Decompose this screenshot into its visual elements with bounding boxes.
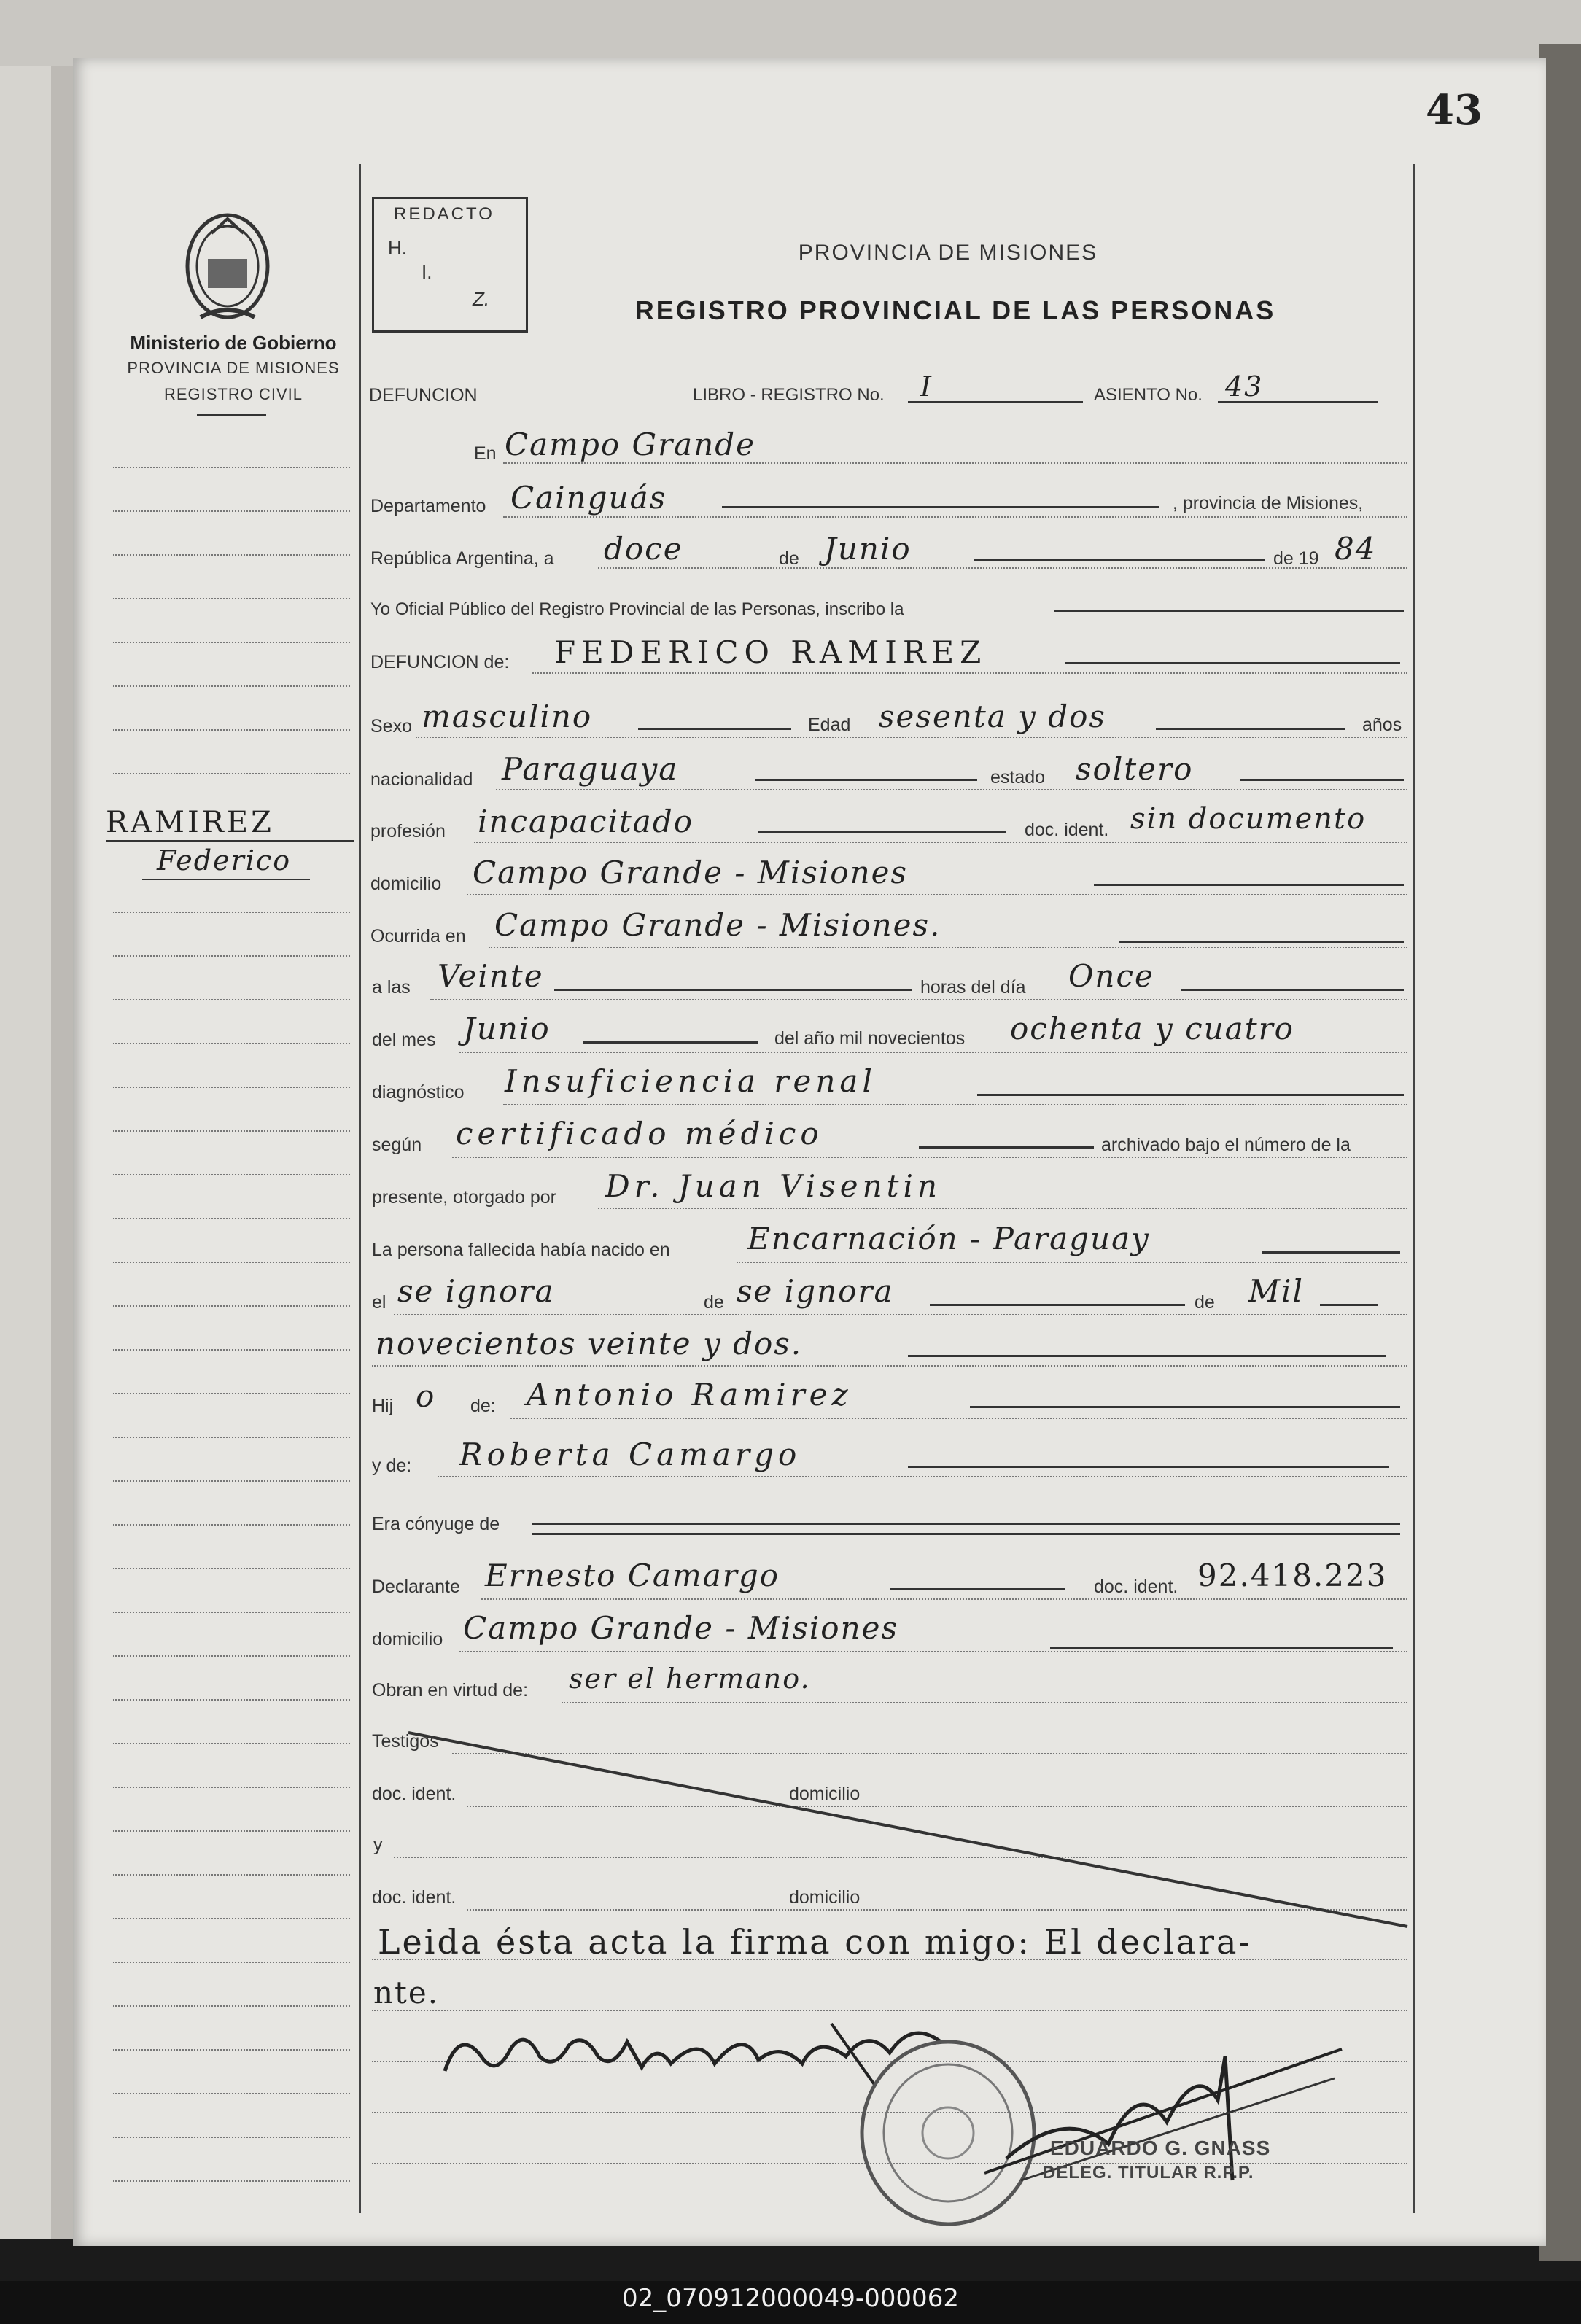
sexo-line xyxy=(416,737,1407,738)
nacionalidad-line xyxy=(496,789,1407,790)
title-registry: REGISTRO PROVINCIAL DE LAS PERSONAS xyxy=(634,295,1276,325)
margin-line-item xyxy=(113,598,350,599)
obran-value: ser el hermano. xyxy=(569,1663,811,1695)
anio-nac-line xyxy=(372,1365,1407,1367)
official-title: DELEG. TITULAR R.P.P. xyxy=(1043,2163,1254,2183)
de-label: de xyxy=(779,548,799,569)
y-label: y xyxy=(373,1835,383,1855)
dia-value: doce xyxy=(604,531,683,567)
nacido-rule xyxy=(1262,1251,1400,1254)
margin-line-item xyxy=(113,729,350,731)
margin-line-item xyxy=(113,1655,350,1657)
de2-rule xyxy=(930,1304,1185,1306)
hijo-suffix: o xyxy=(416,1378,436,1414)
conyuge-rule xyxy=(532,1523,1400,1525)
domicilio-rule xyxy=(1094,884,1404,886)
domicilio3-label: domicilio xyxy=(789,1784,861,1804)
horas-value: Once xyxy=(1068,958,1154,994)
margin-line-item xyxy=(113,1480,350,1482)
docident-label-2: doc. ident. xyxy=(372,1887,457,1908)
margin-line-item xyxy=(113,1130,350,1132)
margin-line-item xyxy=(113,1787,350,1788)
margin-line-item xyxy=(113,1174,350,1175)
act-type: DEFUNCION xyxy=(369,385,478,405)
profesion-rule xyxy=(758,831,1006,833)
libro-value: I xyxy=(920,370,933,403)
padre-value: Antonio Ramirez xyxy=(527,1377,852,1412)
divider xyxy=(197,414,266,416)
previous-page-edge xyxy=(0,66,51,2239)
margin-line-item xyxy=(113,1874,350,1876)
asiento-label: ASIENTO No. xyxy=(1094,385,1203,405)
margin-name-rule-2 xyxy=(142,879,310,880)
asiento-line xyxy=(1218,401,1378,403)
sexo-label: Sexo xyxy=(370,716,412,737)
margin-line-item xyxy=(113,685,350,687)
anio-nac-value: novecientos veinte y dos. xyxy=(376,1326,803,1361)
doc-ident-value: sin documento xyxy=(1130,802,1367,836)
margin-line-item xyxy=(113,955,350,957)
segun-line xyxy=(452,1157,1407,1158)
horas-label: horas del día xyxy=(920,977,1026,998)
ocurrida-rule xyxy=(1119,941,1404,943)
en-value: Campo Grande xyxy=(505,427,755,462)
margin-line-item xyxy=(113,999,350,1000)
margin-line-item xyxy=(113,1087,350,1088)
crossout-line xyxy=(408,1728,1415,1932)
ocurrida-line xyxy=(489,947,1407,948)
ministry-province: PROVINCIA DE MISIONES xyxy=(127,359,340,377)
departamento-value: Cainguás xyxy=(510,480,667,516)
de19-label: de 19 xyxy=(1273,548,1319,569)
nacionalidad-rule xyxy=(755,779,977,781)
madre-rule xyxy=(908,1466,1389,1468)
yde-label: y de: xyxy=(372,1456,412,1476)
margin-line-item xyxy=(113,1962,350,1963)
margin-line-item xyxy=(113,1699,350,1701)
segun-rule xyxy=(919,1146,1094,1149)
title-province: PROVINCIA DE MISIONES xyxy=(798,241,1098,265)
anio-mil-value: ochenta y cuatro xyxy=(1010,1011,1294,1046)
margin-line-item xyxy=(113,1043,350,1044)
alas-value: Veinte xyxy=(438,958,544,994)
sexo-value: masculino xyxy=(422,699,593,734)
madre-value: Roberta Camargo xyxy=(459,1437,801,1472)
delmes-value: Junio xyxy=(463,1011,551,1046)
declarante-doc-label: doc. ident. xyxy=(1094,1577,1178,1597)
profesion-value: incapacitado xyxy=(478,804,694,839)
margin-line-item xyxy=(113,1524,350,1526)
hijo-label: Hij xyxy=(372,1396,394,1416)
de3-label: de xyxy=(1195,1292,1215,1313)
domicilio2-value: Campo Grande - Misiones xyxy=(463,1610,899,1646)
margin-line-item xyxy=(113,554,350,556)
nacionalidad-label: nacionalidad xyxy=(370,769,473,790)
republica-line xyxy=(598,567,1407,569)
presente-line xyxy=(598,1208,1407,1209)
oficial-rule xyxy=(1054,610,1404,612)
delmes-rule xyxy=(583,1041,758,1044)
margin-line-item xyxy=(113,1568,350,1569)
declarante-label: Declarante xyxy=(372,1577,460,1597)
declarante-doc-value: 92.418.223 xyxy=(1197,1558,1388,1593)
domicilio2-rule xyxy=(1050,1647,1393,1649)
ocurrida-label: Ocurrida en xyxy=(370,926,466,947)
madre-line xyxy=(438,1476,1407,1477)
provincia-suffix: , provincia de Misiones, xyxy=(1173,493,1364,513)
closing-line-rule xyxy=(372,1959,1407,1960)
testigos-label: Testigos xyxy=(372,1731,439,1752)
margin-line-item xyxy=(113,2093,350,2094)
domicilio2-line xyxy=(459,1651,1407,1652)
closing-line-1: Leida ésta acta la firma con migo: El declara- xyxy=(378,1922,1252,1962)
diagnostico-label: diagnóstico xyxy=(372,1082,465,1103)
republica-rule xyxy=(974,559,1265,561)
nacido-value: Encarnación - Paraguay xyxy=(747,1221,1150,1256)
official-name: EDUARDO G. GNASS xyxy=(1050,2137,1271,2159)
libro-label: LIBRO - REGISTRO No. xyxy=(693,385,885,405)
en-line xyxy=(503,462,1407,464)
defuncion-de-label: DEFUNCION de: xyxy=(370,652,510,672)
margin-given-name: Federico xyxy=(157,844,292,877)
el-value: se ignora xyxy=(397,1273,555,1309)
diagnostico-rule xyxy=(977,1094,1404,1096)
closing-line-rule xyxy=(372,2010,1407,2011)
ministry-name: Ministerio de Gobierno xyxy=(130,332,337,354)
estado-rule xyxy=(1240,779,1404,781)
anio-nac-rule xyxy=(908,1355,1386,1357)
anio-value: 84 xyxy=(1335,531,1377,567)
el-line xyxy=(394,1314,1407,1315)
edad-label: Edad xyxy=(808,715,851,735)
diagnostico-line xyxy=(503,1104,1407,1105)
closing-line-2: nte. xyxy=(373,1975,440,2010)
de2-label: de xyxy=(704,1292,724,1313)
doc-ident-label: doc. ident. xyxy=(1025,820,1109,840)
margin-line-item xyxy=(113,1349,350,1351)
anio-mil-label: del año mil novecientos xyxy=(774,1028,966,1049)
edad-value: sesenta y dos xyxy=(879,699,1106,734)
padre-rule xyxy=(970,1406,1400,1408)
domicilio-label: domicilio xyxy=(370,874,442,894)
en-label: En xyxy=(474,443,497,464)
docident-label-1: doc. ident. xyxy=(372,1784,457,1804)
nacido-label: La persona fallecida había nacido en xyxy=(372,1240,670,1260)
ministry-registry: REGISTRO CIVIL xyxy=(163,385,303,403)
alas-label: a las xyxy=(372,977,411,998)
diagnostico-value: Insuficiencia renal xyxy=(505,1063,877,1099)
margin-line-item xyxy=(113,467,350,468)
margin-line xyxy=(359,164,361,2213)
margin-line-item xyxy=(113,1918,350,1919)
domicilio4-label: domicilio xyxy=(789,1887,861,1908)
defuncion-line xyxy=(532,672,1407,674)
defuncion-de-value: FEDERICO RAMIREZ xyxy=(554,634,987,670)
padre-line xyxy=(510,1418,1407,1419)
footer-image-id: 02_070912000049-000062 xyxy=(622,2284,959,2313)
segun-value: certificado médico xyxy=(456,1116,823,1151)
ocurrida-value: Campo Grande - Misiones. xyxy=(494,907,941,943)
margin-surname: RAMIREZ xyxy=(106,806,274,839)
edad-rule xyxy=(1156,728,1345,730)
el-label: el xyxy=(372,1292,386,1313)
delmes-line xyxy=(459,1052,1407,1053)
segun-label: según xyxy=(372,1135,422,1155)
defuncion-rule xyxy=(1065,662,1400,664)
sexo-rule xyxy=(638,728,791,730)
redacto-initial-1: H. xyxy=(388,237,407,259)
alas-rule xyxy=(554,989,912,991)
libro-line xyxy=(908,401,1083,403)
domicilio-value: Campo Grande - Misiones xyxy=(473,855,909,890)
conyuge-label: Era cónyuge de xyxy=(372,1514,500,1534)
mes-value: Junio xyxy=(824,531,912,567)
margin-line-item xyxy=(113,1612,350,1613)
estado-label: estado xyxy=(990,767,1046,788)
obran-label: Obran en virtud de: xyxy=(372,1680,529,1701)
margin-line-item xyxy=(113,2005,350,2007)
declarante-line xyxy=(481,1598,1407,1600)
conyuge-rule-2 xyxy=(532,1533,1400,1535)
de3-value: Mil xyxy=(1248,1273,1304,1309)
nacionalidad-value: Paraguaya xyxy=(502,751,679,787)
departamento-line xyxy=(503,516,1407,518)
margin-line-item xyxy=(113,1262,350,1263)
estado-value: soltero xyxy=(1076,751,1194,787)
margin-line-item xyxy=(113,642,350,643)
republica-label: República Argentina, a xyxy=(370,548,554,569)
de2-value: se ignora xyxy=(737,1273,894,1309)
profesion-label: profesión xyxy=(370,821,446,842)
margin-line-item xyxy=(113,1305,350,1307)
margin-name-rule xyxy=(106,840,354,842)
margin-line-item xyxy=(113,1218,350,1219)
alas-line xyxy=(430,999,1407,1000)
margin-line-item xyxy=(113,510,350,512)
margin-line-item xyxy=(113,1830,350,1832)
declarante-value: Ernesto Camargo xyxy=(485,1558,780,1593)
margin-line-item xyxy=(113,1393,350,1394)
margin-line-item xyxy=(113,2049,350,2051)
domicilio2-label: domicilio xyxy=(372,1629,443,1649)
delmes-label: del mes xyxy=(372,1030,436,1050)
de3-rule xyxy=(1320,1304,1378,1306)
archivado-label: archivado bajo el número de la xyxy=(1101,1135,1351,1155)
anios-label: años xyxy=(1362,715,1402,735)
profesion-line xyxy=(474,842,1407,843)
oficial-text: Yo Oficial Público del Registro Provincial de las Personas, inscribo la xyxy=(370,599,904,619)
page-number: 43 xyxy=(1426,86,1483,134)
asiento-value: 43 xyxy=(1225,370,1264,403)
presente-label: presente, otorgado por xyxy=(372,1187,556,1208)
redacto-initial-2: I. xyxy=(422,261,432,283)
obran-line xyxy=(562,1702,1407,1703)
redacto-label: REDACTO xyxy=(394,204,494,224)
margin-line-item xyxy=(113,2180,350,2182)
horas-rule xyxy=(1181,989,1404,991)
nacido-line xyxy=(737,1262,1407,1263)
margin-line-item xyxy=(113,773,350,774)
departamento-rule xyxy=(722,506,1159,508)
presente-value: Dr. Juan Visentin xyxy=(605,1168,942,1204)
redacto-initial-3: Z. xyxy=(473,288,490,310)
margin-line-item xyxy=(113,912,350,913)
domicilio-line xyxy=(467,894,1407,895)
hijo-de-label: de: xyxy=(470,1396,496,1416)
margin-line-item xyxy=(113,2137,350,2138)
margin-line-item xyxy=(113,1743,350,1744)
departamento-label: Departamento xyxy=(370,496,486,516)
margin-line-item xyxy=(113,1437,350,1438)
background-top xyxy=(0,0,1581,66)
provincial-crest-logo xyxy=(179,208,277,324)
declarante-rule xyxy=(890,1588,1065,1590)
